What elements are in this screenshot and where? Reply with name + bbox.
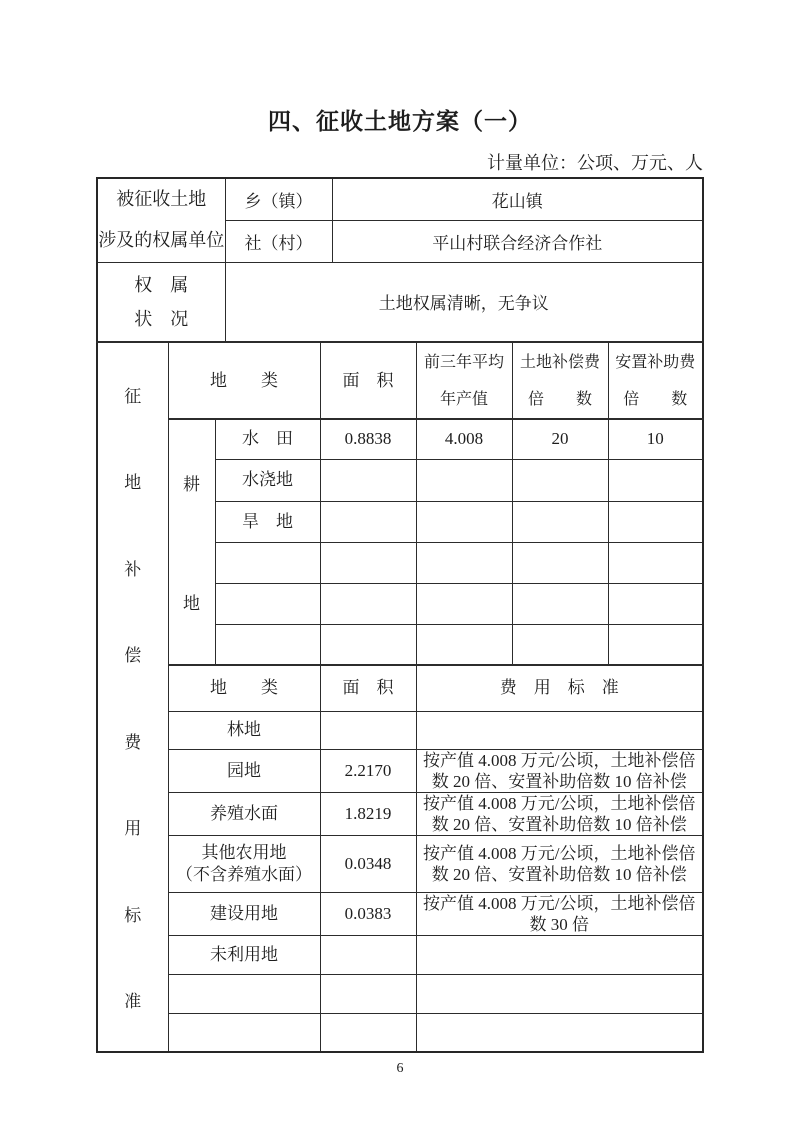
land-type-cell: 水浇地	[215, 459, 320, 501]
lower-row-other-agricultural	[97, 835, 703, 892]
tenure-status-label-cell	[97, 262, 225, 342]
cultivated-land-group-cell	[168, 419, 215, 665]
village-label-cell: 社（村）	[225, 220, 332, 262]
lower-header-land-type: 地 类	[168, 665, 320, 711]
land-type-cell	[215, 624, 320, 665]
fee-standard-cell: 按产值 4.008 万元/公顷，土地补偿倍数 30 倍	[416, 892, 703, 935]
upper-header-resettlement-fee: 安置补助费 倍 数	[608, 342, 703, 419]
fee-standard-cell	[416, 974, 703, 1013]
ownership-unit-label-line2: 涉及的权属单位	[98, 230, 225, 251]
lower-row-garden	[97, 749, 703, 792]
land-type-cell	[168, 1013, 320, 1052]
land-type-cell: 养殖水面	[168, 792, 320, 835]
annual-output-cell	[416, 542, 512, 583]
area-cell	[320, 1013, 416, 1052]
upper-row-paddy	[97, 419, 703, 459]
resettlement-multiple-cell: 10	[608, 419, 703, 459]
area-cell	[320, 583, 416, 624]
area-cell	[320, 974, 416, 1013]
lower-row-aquaculture	[97, 792, 703, 835]
village-value-cell: 平山村联合经济合作社	[332, 220, 703, 262]
annual-output-cell	[416, 459, 512, 501]
lower-header-fee-standard: 费 用 标 准	[416, 665, 703, 711]
area-cell: 0.0348	[320, 835, 416, 892]
annual-output-cell	[416, 624, 512, 665]
lower-row-construction	[97, 892, 703, 935]
area-cell	[320, 542, 416, 583]
lower-row-forest	[97, 711, 703, 749]
land-type-cell: 其他农用地 （不含养殖水面）	[168, 835, 320, 892]
ownership-row-township	[97, 178, 703, 220]
page-number: 6	[396, 1061, 404, 1076]
land-comp-multiple-cell	[512, 624, 608, 665]
fee-standard-cell	[416, 1013, 703, 1052]
land-comp-multiple-cell	[512, 501, 608, 542]
upper-header-annual-output: 前三年平均 年产值	[416, 342, 512, 419]
fee-standard-cell	[416, 935, 703, 974]
area-cell	[320, 459, 416, 501]
ownership-unit-label-cell	[97, 178, 225, 262]
tenure-status-value-cell: 土地权属清晰，无争议	[225, 262, 703, 342]
annual-output-cell	[416, 501, 512, 542]
lower-row-empty	[97, 1013, 703, 1052]
resettlement-multiple-cell	[608, 583, 703, 624]
fee-standard-cell: 按产值 4.008 万元/公顷，土地补偿倍数 20 倍、安置补助倍数 10 倍补偿	[416, 749, 703, 792]
resettlement-multiple-cell	[608, 624, 703, 665]
ownership-unit-label-line1: 被征收土地	[116, 189, 207, 210]
annual-output-cell: 4.008	[416, 419, 512, 459]
area-cell: 0.8838	[320, 419, 416, 459]
area-cell	[320, 501, 416, 542]
upper-header-land-comp-fee: 土地补偿费 倍 数	[512, 342, 608, 419]
tenure-status-row	[97, 262, 703, 342]
land-type-cell: 未利用地	[168, 935, 320, 974]
compensation-side-label-cell	[97, 342, 168, 1052]
township-value-cell: 花山镇	[332, 178, 703, 220]
compensation-upper-header-row	[97, 342, 703, 419]
lower-row-empty	[97, 974, 703, 1013]
upper-header-area: 面 积	[320, 342, 416, 419]
area-cell: 1.8219	[320, 792, 416, 835]
land-expropriation-plan-table	[96, 177, 704, 1053]
resettlement-multiple-cell	[608, 542, 703, 583]
tenure-status-label-line2: 状 况	[134, 308, 189, 329]
compensation-lower-header-row	[97, 665, 703, 711]
land-type-cell: 建设用地	[168, 892, 320, 935]
area-cell: 0.0383	[320, 892, 416, 935]
lower-header-area: 面 积	[320, 665, 416, 711]
land-comp-multiple-cell	[512, 583, 608, 624]
land-comp-multiple-cell	[512, 542, 608, 583]
land-type-cell	[215, 583, 320, 624]
land-comp-multiple-cell	[512, 459, 608, 501]
land-type-cell: 园地	[168, 749, 320, 792]
township-label-cell: 乡（镇）	[225, 178, 332, 220]
resettlement-multiple-cell	[608, 459, 703, 501]
tenure-status-label-line1: 权 属	[134, 274, 189, 295]
land-type-cell: 旱 地	[215, 501, 320, 542]
fee-standard-cell	[416, 711, 703, 749]
measurement-unit-note: 计量单位：公项、万元、人	[487, 153, 703, 173]
land-type-cell: 水 田	[215, 419, 320, 459]
compensation-side-label: 征 地 补 偿 费 用 标 准	[124, 386, 142, 1012]
area-cell	[320, 711, 416, 749]
land-type-cell	[168, 974, 320, 1013]
area-cell: 2.2170	[320, 749, 416, 792]
area-cell	[320, 935, 416, 974]
area-cell	[320, 624, 416, 665]
fee-standard-cell: 按产值 4.008 万元/公顷，土地补偿倍数 20 倍、安置补助倍数 10 倍补偿	[416, 792, 703, 835]
land-type-cell: 林地	[168, 711, 320, 749]
fee-standard-cell: 按产值 4.008 万元/公顷，土地补偿倍数 20 倍、安置补助倍数 10 倍补偿	[416, 835, 703, 892]
resettlement-multiple-cell	[608, 501, 703, 542]
land-comp-multiple-cell: 20	[512, 419, 608, 459]
upper-header-land-type: 地 类	[168, 342, 320, 419]
cultivated-land-group-label: 耕 地	[183, 475, 200, 613]
land-type-cell	[215, 542, 320, 583]
lower-row-unused	[97, 935, 703, 974]
page-title: 四、征收土地方案（一）	[268, 109, 532, 134]
annual-output-cell	[416, 583, 512, 624]
